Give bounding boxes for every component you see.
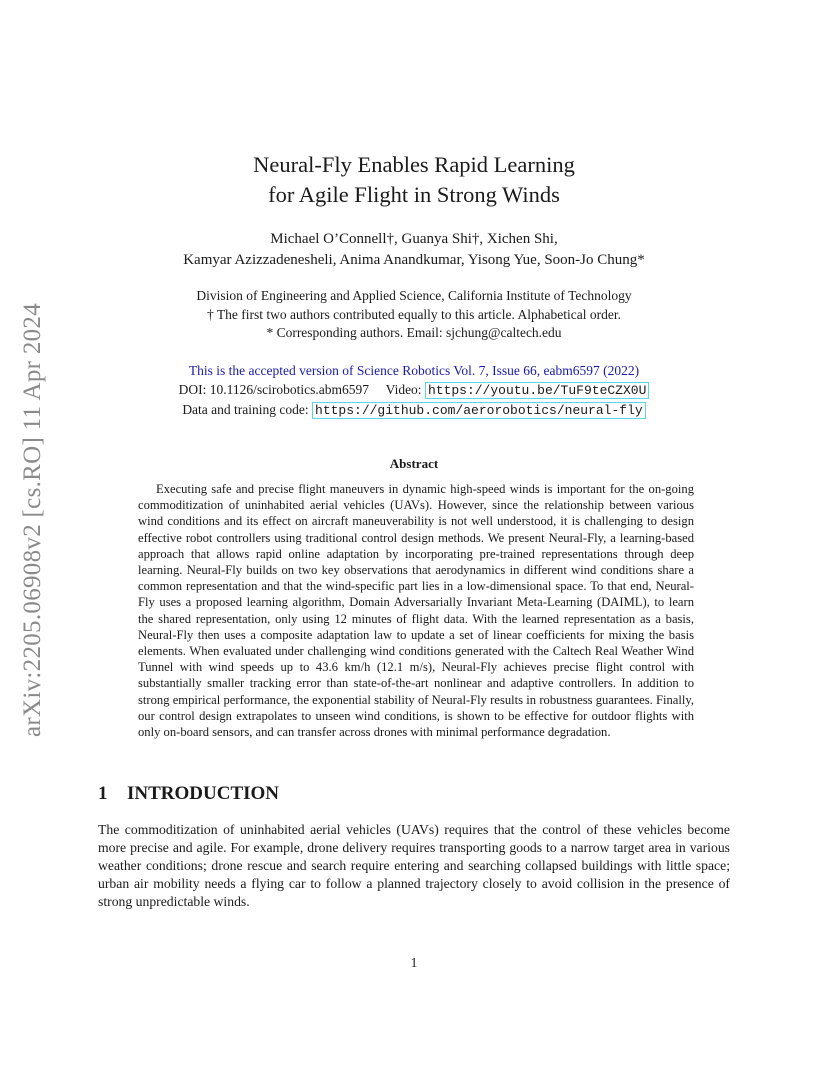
abstract-paragraph: Executing safe and precise flight maneuvers in dynamic high-speed winds is important for the on-going commoditization of uninhabited aerial vehicles (UAVs). However, since the relationship between various wind conditions and its effect on aircraft maneuverability is not well understood, it is challenging to design effective robot controllers using traditional control design methods. We present Neural-Fly, a learning-based approach that allows rapid online adaptation by incorporating pre-trained representations through deep learning. Neural-Fly builds on two key observations that aerodynamics in different wind conditions share a common representation and that the wind-specific part lies in a low-dimensional space. To that end, Neural-Fly uses a proposed learning algorithm, Domain Adversarially Invariant Meta-Learning (DAIML), to learn the shared representation, only using 12 minutes of flight data. With the learned representation as a basis, Neural-Fly then uses a composite adaptation law to update a set of linear coefficients for mixing the basis elements. When evaluated under challenging wind conditions generated with the Caltech Real Weather Wind Tunnel with wind speeds up to 43.6 km/h (12.1 m/s), Neural-Fly achieves precise flight control with substantially smaller tracking error than state-of-the-art nonlinear and adaptive controllers. In addition to strong empirical performance, the exponential stability of Neural-Fly results in robustness guarantees. Finally, our control design extrapolates to unseen wind conditions, is shown to be effective for outdoor flights with only on-board sensors, and can transfer across drones with minimal performance degradation.	[138, 482, 694, 740]
title-line-1: Neural-Fly Enables Rapid Learning	[253, 152, 575, 177]
affiliation-block	[0, 287, 828, 343]
page-number: 1	[410, 955, 418, 970]
section-heading	[98, 783, 279, 805]
corresponding-author-note: * Corresponding authors. Email: sjchung@caltech.edu	[266, 325, 562, 340]
authors-line-1: Michael O’Connell†, Guanya Shi†, Xichen Shi,	[270, 231, 558, 247]
authors-line-2: Kamyar Azizzadenesheli, Anima Anandkumar, Yisong Yue, Soon-Jo Chung*	[183, 252, 645, 268]
arxiv-identifier	[10, 275, 56, 765]
accepted-version-link[interactable]: This is the accepted version of Science Robotics Vol. 7, Issue 66, eabm6597 (2022)	[188, 363, 640, 378]
video-link[interactable]: https://youtu.be/TuF9teCZX0U	[425, 382, 649, 399]
code-label: Data and training code:	[182, 402, 309, 417]
code-link[interactable]: https://github.com/aerorobotics/neural-fly	[312, 402, 646, 419]
abstract-body	[138, 481, 694, 740]
doi-label: DOI: 10.1126/scirobotics.abm6597	[178, 382, 369, 397]
introduction-body	[98, 821, 730, 911]
section-title: INTRODUCTION	[127, 783, 280, 804]
video-label: Video:	[385, 382, 422, 397]
abstract-heading: Abstract	[389, 456, 439, 471]
section-number: 1	[98, 783, 108, 804]
intro-paragraph: The commoditization of uninhabited aerial vehicles (UAVs) requires that the control of these vehicles become more precise and agile. For example, drone delivery requires transporting goods to a narrow target area in various weather conditions; drone rescue and search require entering and searching collapsed buildings with little space; urban air mobility needs a flying car to follow a planned trajectory closely to avoid collision in the presence of strong unpredictable winds.	[98, 822, 730, 909]
title-line-2: for Agile Flight in Strong Winds	[268, 182, 560, 207]
paper-title	[0, 150, 828, 210]
arxiv-identifier-text: arXiv:2205.06908v2 [cs.RO] 11 Apr 2024	[19, 302, 46, 738]
author-list	[0, 229, 828, 271]
affiliation: Division of Engineering and Applied Science, California Institute of Technology	[196, 288, 632, 303]
equal-contribution-note: † The first two authors contributed equally to this article. Alphabetical order.	[206, 306, 622, 322]
publication-info	[0, 361, 828, 420]
